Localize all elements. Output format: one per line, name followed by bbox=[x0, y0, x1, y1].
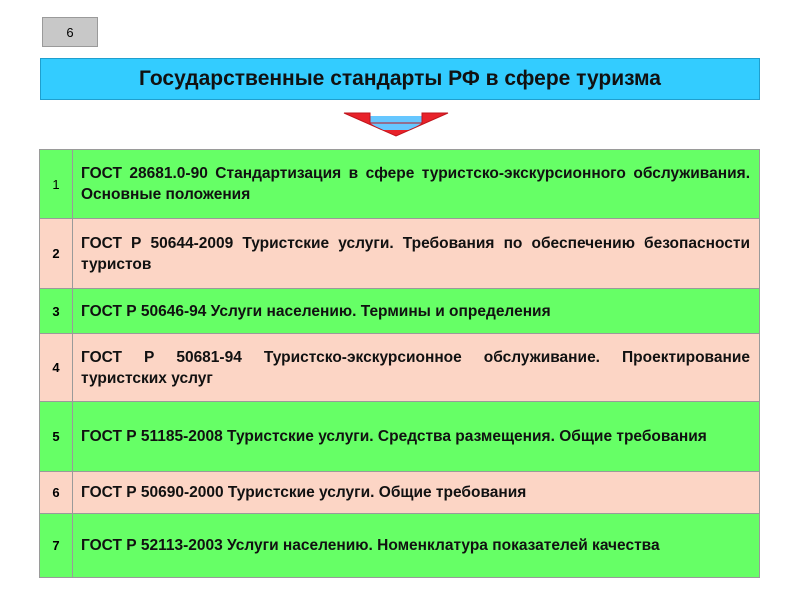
table-row bbox=[40, 513, 759, 577]
table-row bbox=[40, 288, 759, 333]
row-text: ГОСТ Р 50690-2000 Туристские услуги. Общие требования bbox=[73, 472, 759, 513]
row-number: 3 bbox=[40, 289, 73, 333]
slide-title-text: Государственные стандарты РФ в сфере туризма bbox=[139, 67, 661, 90]
row-number: 2 bbox=[40, 219, 73, 288]
row-text: ГОСТ Р 50644-2009 Туристские услуги. Требования по обеспечению безопасности туристов bbox=[73, 219, 759, 288]
table-row bbox=[40, 333, 759, 401]
row-number: 4 bbox=[40, 334, 73, 401]
row-number: 7 bbox=[40, 514, 73, 577]
table-row bbox=[40, 401, 759, 471]
row-number: 6 bbox=[40, 472, 73, 513]
row-text: ГОСТ Р 50681-94 Туристско-экскурсионное обслуживание. Проектирование туристских услуг bbox=[73, 334, 759, 401]
row-text: ГОСТ 28681.0-90 Стандартизация в сфере туристско-экскурсионного обслуживания. Основные положения bbox=[73, 150, 759, 218]
row-number: 1 bbox=[40, 150, 73, 218]
down-arrow-icon bbox=[341, 110, 451, 138]
row-text: ГОСТ Р 50646-94 Услуги населению. Термины и определения bbox=[73, 289, 759, 333]
row-number: 5 bbox=[40, 402, 73, 471]
table-row bbox=[40, 218, 759, 288]
row-text: ГОСТ Р 51185-2008 Туристские услуги. Средства размещения. Общие требования bbox=[73, 402, 759, 471]
standards-table bbox=[39, 149, 760, 578]
table-row bbox=[40, 471, 759, 513]
row-text: ГОСТ Р 52113-2003 Услуги населению. Номенклатура показателей качества bbox=[73, 514, 759, 577]
slide-title bbox=[40, 58, 760, 100]
table-row bbox=[40, 150, 759, 218]
slide-number: 6 bbox=[42, 17, 98, 47]
